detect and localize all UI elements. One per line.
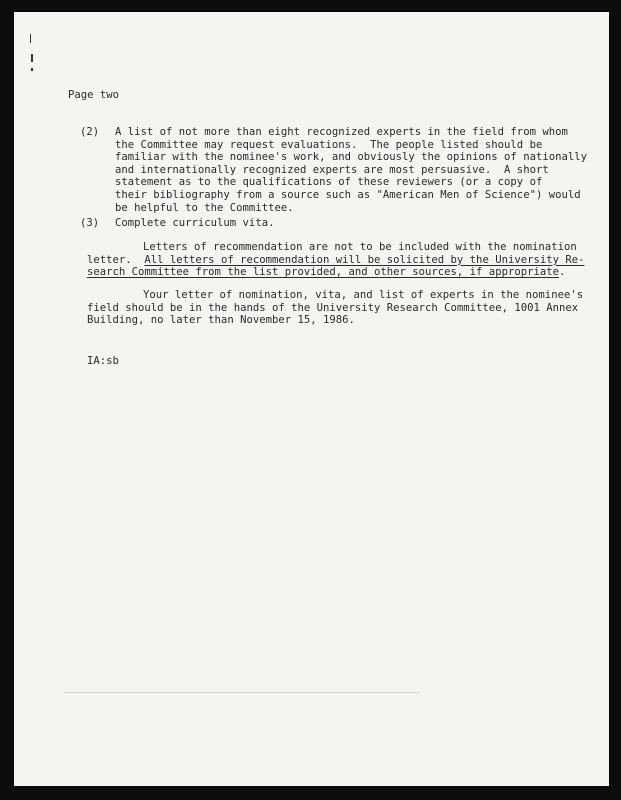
text-line: familiar with the nominee's work, and obviously the opinions of nationally [115, 151, 587, 164]
underlined-text: All letters of recommendation will be solicited by the University Re- [144, 253, 585, 266]
text-line: field should be in the hands of the University Research Committee, 1001 Annex [87, 301, 579, 314]
text-line: be helpful to the Committee. [115, 201, 294, 214]
text-line: A list of not more than eight recognized experts in the field from whom [115, 126, 568, 138]
faint-line [64, 692, 420, 693]
text-line: Letters of recommendation are not to be included with the nomination [143, 241, 577, 253]
binding-mark [30, 34, 31, 43]
item-text [115, 126, 587, 214]
text-line: the Committee may request evaluations. The people listed should be [115, 138, 543, 151]
typist-initials: IA:sb [87, 355, 119, 367]
text-line: Your letter of nomination, vita, and list of experts in the nominee's [143, 289, 584, 301]
text-line: Building, no later than November 15, 1986. [87, 314, 355, 327]
text-line: statement as to the qualifications of these reviewers (or a copy of [115, 176, 543, 189]
page-label: Page two [68, 89, 120, 101]
document-page [14, 12, 609, 786]
paragraph-recommendation [87, 241, 585, 279]
binding-mark [31, 68, 33, 71]
text-line: and internationally recognized experts are most persuasive. A short [115, 163, 549, 176]
underlined-text: search Committee from the list provided, and other sources, if appropriate [87, 266, 559, 279]
paragraph-deadline [87, 289, 583, 327]
item-number: (2) [80, 126, 100, 138]
text-line: their bibliography from a source such as "American Men of Science") would [115, 188, 581, 201]
item-number: (3) [80, 217, 100, 229]
text-line: search Committee from the list provided, and other sources, if appropriate. [87, 266, 566, 279]
text-line: letter. All letters of recommendation will be solicited by the University Re- [87, 253, 585, 266]
binding-mark [31, 54, 33, 62]
item-text: Complete curriculum vita. [115, 217, 275, 229]
